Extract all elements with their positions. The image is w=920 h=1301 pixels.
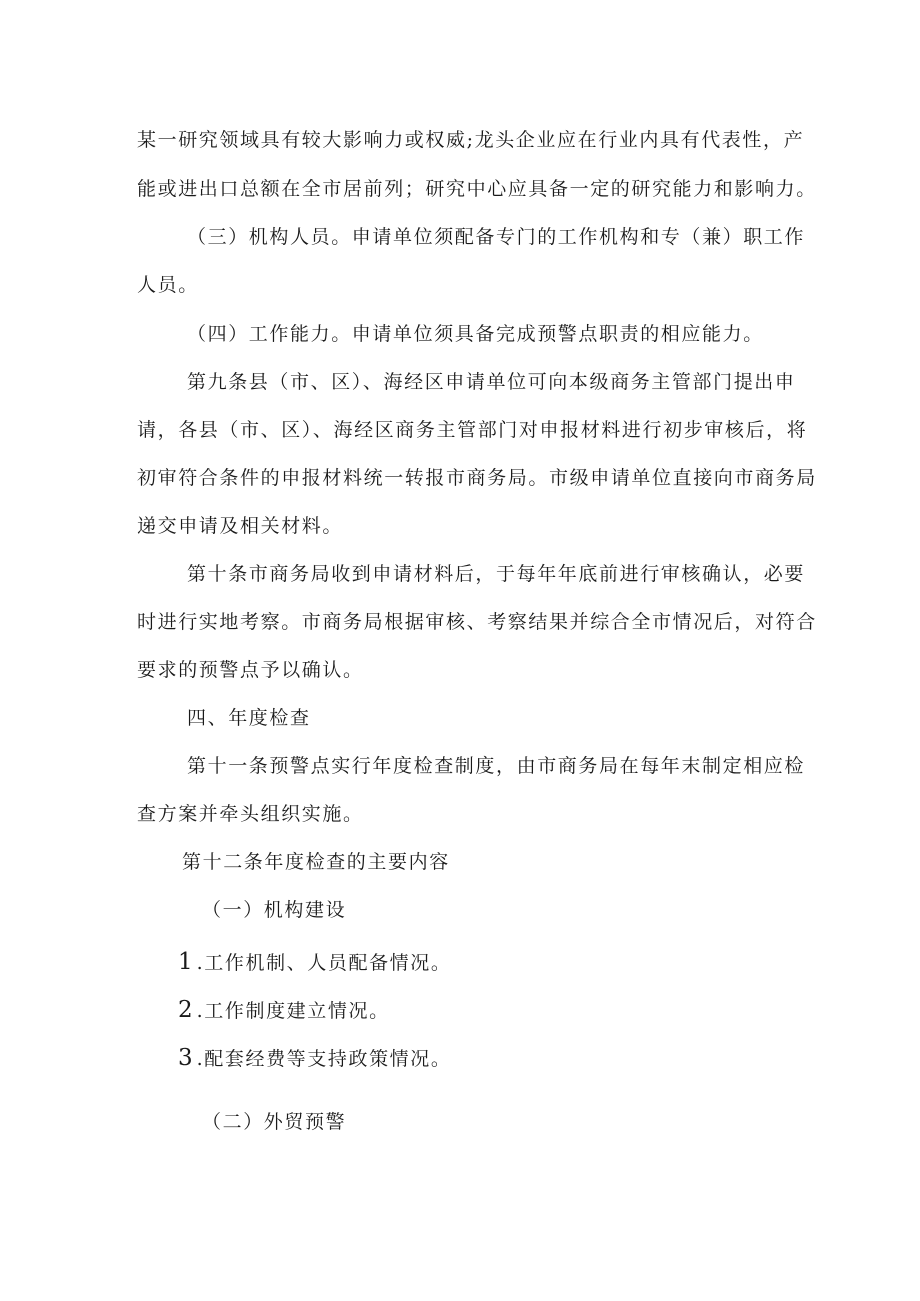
paragraph-line: 人员。 bbox=[137, 274, 199, 296]
list-item-number: 3 bbox=[178, 1045, 193, 1071]
paragraph-line: 查方案并牵头组织实施。 bbox=[137, 803, 364, 825]
subsection-heading: （二）外贸预警 bbox=[202, 1111, 347, 1133]
list-item bbox=[178, 1046, 451, 1071]
paragraph-line: （三）机构人员。申请单位须配备专门的工作机构和专（兼）职工作 bbox=[187, 226, 806, 248]
paragraph-line: 能或进出口总额在全市居前列；研究中心应具备一定的研究能力和影响力。 bbox=[137, 178, 817, 200]
paragraph-line: 第十条市商务局收到申请材料后，于每年年底前进行审核确认，必要 bbox=[187, 563, 806, 585]
paragraph-line: 第十一条预警点实行年度检查制度，由市商务局在每年末制定相应检 bbox=[187, 755, 806, 777]
paragraph-line: 某一研究领域具有较大影响力或权威;龙头企业应在行业内具有代表性，产 bbox=[137, 129, 805, 151]
list-item-text: .工作制度建立情况。 bbox=[196, 1000, 390, 1022]
list-item bbox=[178, 950, 451, 975]
paragraph-line: 递交申请及相关材料。 bbox=[137, 515, 344, 537]
paragraph-line: 初审符合条件的申报材料统一转报市商务局。市级申请单位直接向市商务局 bbox=[137, 467, 817, 489]
list-item-number: 1 bbox=[178, 949, 193, 975]
list-item-text: .配套经费等支持政策情况。 bbox=[196, 1048, 452, 1070]
section-heading: 四、年度检查 bbox=[187, 707, 311, 729]
list-item-number: 2 bbox=[178, 997, 193, 1023]
paragraph-line: 要求的预警点予以确认。 bbox=[137, 659, 364, 681]
paragraph-line: （四）工作能力。申请单位须具备完成预警点职责的相应能力。 bbox=[187, 323, 764, 345]
list-item bbox=[178, 998, 390, 1023]
subsection-heading: （一）机构建设 bbox=[202, 899, 347, 921]
paragraph-line: 第十二条年度检查的主要内容 bbox=[182, 851, 450, 873]
paragraph-line: 请，各县（市、区）、海经区商务主管部门对申报材料进行初步审核后，将 bbox=[137, 419, 808, 441]
paragraph-line: 第九条县（市、区）、海经区申请单位可向本级商务主管部门提出申 bbox=[187, 371, 796, 393]
list-item-text: .工作机制、人员配备情况。 bbox=[196, 952, 452, 974]
paragraph-line: 时进行实地考察。市商务局根据审核、考察结果并综合全市情况后，对符合 bbox=[137, 611, 817, 633]
